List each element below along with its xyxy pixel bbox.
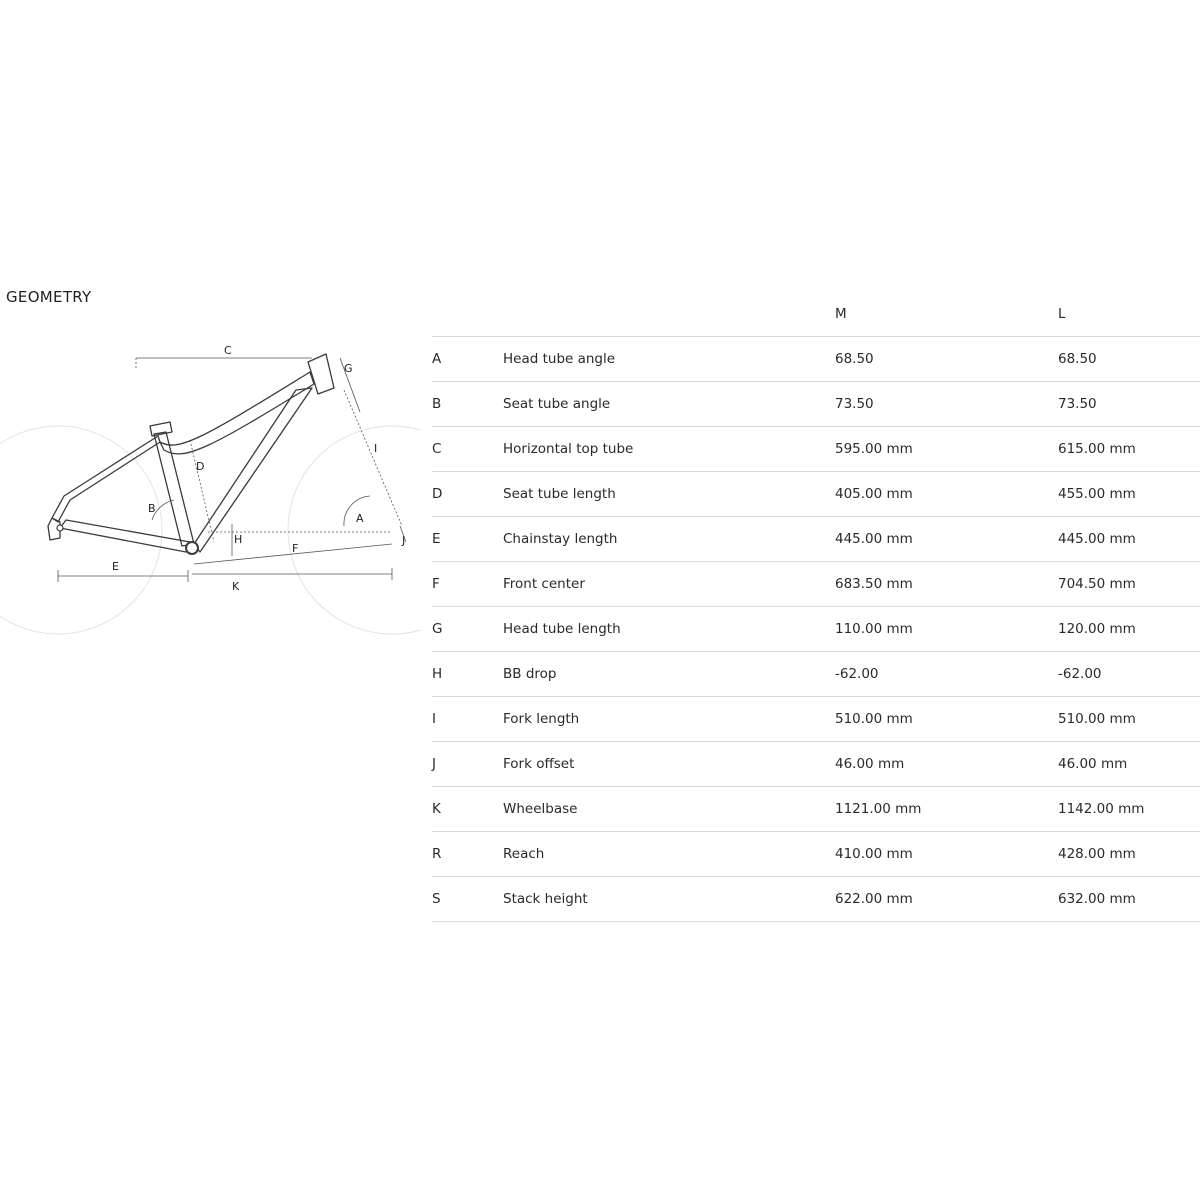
table-row xyxy=(432,607,1200,652)
row-value-l: 68.50 xyxy=(1058,351,1097,367)
bike-frame-illustration xyxy=(0,330,420,650)
row-key: D xyxy=(432,486,443,502)
diagram-label-k: K xyxy=(232,580,240,593)
row-value-l: 615.00 mm xyxy=(1058,441,1136,457)
row-label: Chainstay length xyxy=(503,531,618,547)
row-value-m: 1121.00 mm xyxy=(835,801,922,817)
row-value-l: 46.00 mm xyxy=(1058,756,1128,772)
row-label: Fork length xyxy=(503,711,580,727)
row-key: J xyxy=(432,756,436,772)
row-label: Stack height xyxy=(503,891,588,907)
row-label: Fork offset xyxy=(503,756,575,772)
diagram-label-j: J xyxy=(402,534,406,547)
row-value-m: 510.00 mm xyxy=(835,711,913,727)
row-value-l: 632.00 mm xyxy=(1058,891,1136,907)
table-row xyxy=(432,427,1200,472)
table-header xyxy=(432,292,1200,337)
row-label: Front center xyxy=(503,576,585,592)
diagram-label-d: D xyxy=(196,460,205,473)
table-row xyxy=(432,832,1200,877)
diagram-label-h: H xyxy=(234,533,243,546)
table-row xyxy=(432,877,1200,922)
row-label: Reach xyxy=(503,846,545,862)
dimension-lines xyxy=(58,358,406,582)
front-wheel xyxy=(288,426,420,634)
row-label: Seat tube length xyxy=(503,486,616,502)
row-value-m: 46.00 mm xyxy=(835,756,905,772)
diagram-label-f: F xyxy=(292,542,299,555)
table-row xyxy=(432,472,1200,517)
row-value-m: 683.50 mm xyxy=(835,576,913,592)
row-key: R xyxy=(432,846,442,862)
row-value-l: 455.00 mm xyxy=(1058,486,1136,502)
row-label: Head tube length xyxy=(503,621,621,637)
row-value-l: 1142.00 mm xyxy=(1058,801,1145,817)
row-value-m: 410.00 mm xyxy=(835,846,913,862)
row-value-m: 405.00 mm xyxy=(835,486,913,502)
row-value-m: 110.00 mm xyxy=(835,621,913,637)
row-key: S xyxy=(432,891,441,907)
row-key: K xyxy=(432,801,441,817)
table-body xyxy=(432,337,1200,922)
rear-wheel xyxy=(0,426,162,634)
column-header-l: L xyxy=(1058,306,1066,322)
bottom-bracket xyxy=(186,542,198,554)
table-row xyxy=(432,742,1200,787)
table-row xyxy=(432,382,1200,427)
page-title: GEOMETRY xyxy=(6,288,92,306)
rear-axle xyxy=(57,525,63,531)
geometry-table xyxy=(432,292,1200,922)
row-label: Seat tube angle xyxy=(503,396,611,412)
row-value-m: 595.00 mm xyxy=(835,441,913,457)
row-key: I xyxy=(432,711,436,727)
table-row xyxy=(432,787,1200,832)
row-key: B xyxy=(432,396,442,412)
row-key: A xyxy=(432,351,442,367)
diagram-label-a: A xyxy=(356,512,364,525)
row-key: C xyxy=(432,441,442,457)
table-row xyxy=(432,697,1200,742)
row-label: BB drop xyxy=(503,666,557,682)
diagram-label-g: G xyxy=(344,362,353,375)
column-header-m: M xyxy=(835,306,847,322)
bike-geometry-diagram xyxy=(0,330,420,650)
row-label: Head tube angle xyxy=(503,351,616,367)
row-value-m: 68.50 xyxy=(835,351,874,367)
row-key: F xyxy=(432,576,440,592)
row-value-m: 73.50 xyxy=(835,396,874,412)
row-value-m: 622.00 mm xyxy=(835,891,913,907)
diagram-label-i: I xyxy=(374,442,378,455)
row-value-l: 704.50 mm xyxy=(1058,576,1136,592)
row-value-l: 120.00 mm xyxy=(1058,621,1136,637)
row-label: Horizontal top tube xyxy=(503,441,634,457)
row-value-l: 445.00 mm xyxy=(1058,531,1136,547)
row-key: G xyxy=(432,621,443,637)
table-row xyxy=(432,337,1200,382)
row-key: H xyxy=(432,666,443,682)
row-value-l: 428.00 mm xyxy=(1058,846,1136,862)
table-row xyxy=(432,652,1200,697)
row-value-m: 445.00 mm xyxy=(835,531,913,547)
row-value-l: 510.00 mm xyxy=(1058,711,1136,727)
diagram-label-c: C xyxy=(224,344,232,357)
diagram-label-b: B xyxy=(148,502,156,515)
row-value-l: 73.50 xyxy=(1058,396,1097,412)
row-value-m: -62.00 xyxy=(835,666,879,682)
row-key: E xyxy=(432,531,441,547)
row-label: Wheelbase xyxy=(503,801,578,817)
row-value-l: -62.00 xyxy=(1058,666,1102,682)
diagram-label-e: E xyxy=(112,560,119,573)
table-row xyxy=(432,517,1200,562)
frame-outline xyxy=(48,354,334,552)
table-row xyxy=(432,562,1200,607)
